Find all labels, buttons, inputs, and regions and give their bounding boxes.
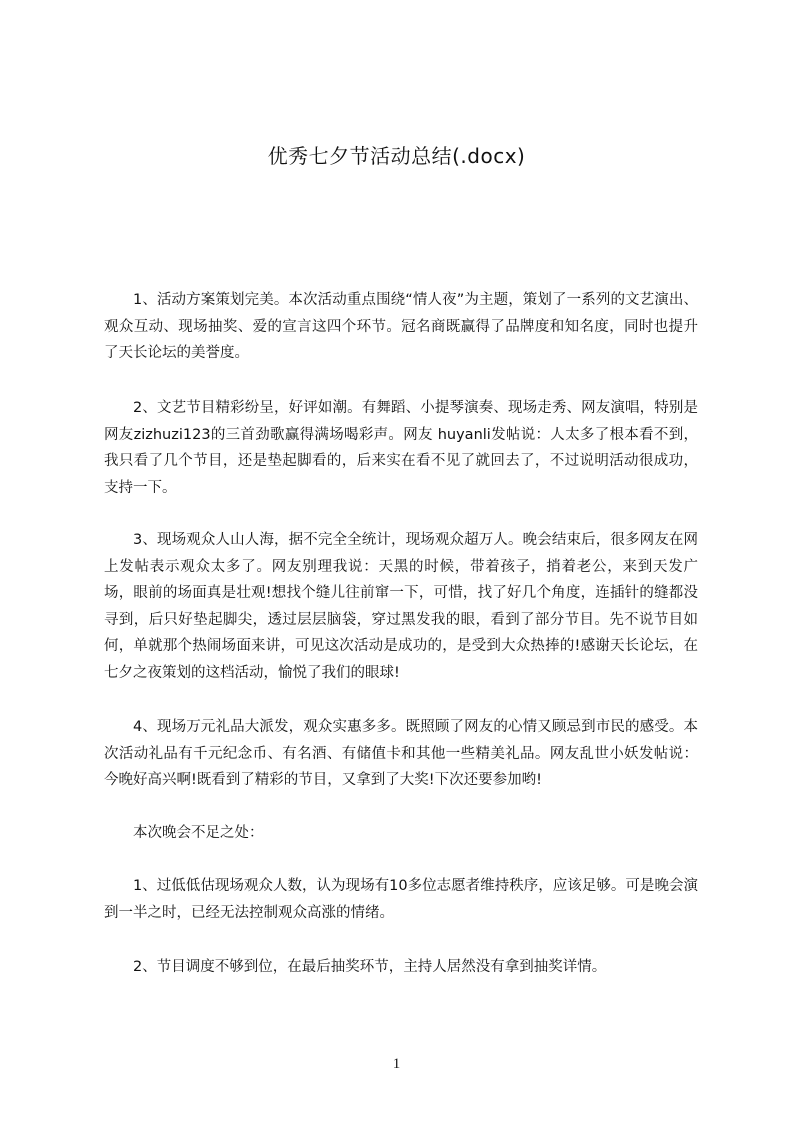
- paragraph-shortcoming-1: 1、过低低估现场观众人数，认为现场有10多位志愿者维持秩序，应该足够。可是晚会演到一半之时，已经无法控制观众高涨的情绪。: [104, 878, 698, 921]
- paragraph-audience: 3、现场观众人山人海，据不完全全统计，现场观众超万人。晚会结束后，很多网友在网上发帖表示观众太多了。网友别理我说：天黑的时候，带着孩子，捎着老公，来到天发广场，眼前的场面真是壮观!想找个缝儿往前窜一下，可惜，找了好几个角度，连插针的缝都没寻到，后只好垫起脚尖，透过层层脑袋，穿过黑发我的眼，看到了部分节目。先不说节目如何，单就那个热闹场面来讲，可见这次活动是成功的，是受到大众热捧的!感谢天长论坛，在七夕之夜策划的这档活动，愉悦了我们的眼球!: [104, 532, 698, 681]
- paragraph-performances: 2、文艺节目精彩纷呈，好评如潮。有舞蹈、小提琴演奏、现场走秀、网友演唱，特别是网友zizhuzi123的三首劲歌赢得满场喝彩声。网友 huyanli发帖说：人太多了根本看不到，我只看了几个节目，还是垫起脚看的，后来实在看不见了就回去了，不过说明活动很成功，支持一下。: [104, 400, 698, 496]
- paragraph-shortcomings-heading: 本次晚会不足之处：: [133, 825, 264, 841]
- document-title: 优秀七夕节活动总结(.docx): [267, 144, 526, 168]
- paragraph-gifts: 4、现场万元礼品大派发，观众实惠多多。既照顾了网友的心情又顾忌到市民的感受。本次活动礼品有千元纪念币、有名酒、有储值卡和其他一些精美礼品。网友乱世小妖发帖说：今晚好高兴啊!既看到了精彩的节目，又拿到了大奖!下次还要参加哟!: [104, 719, 698, 788]
- paragraph-activity-plan: 1、活动方案策划完美。本次活动重点围绕“情人夜”为主题，策划了一系列的文艺演出、观众互动、现场抽奖、爱的宣言这四个环节。冠名商既赢得了品牌度和知名度，同时也提升了天长论坛的美誉度。: [104, 292, 698, 361]
- page-number: 1: [392, 1056, 401, 1072]
- paragraph-shortcoming-2: 2、节目调度不够到位，在最后抽奖环节，主持人居然没有拿到抽奖详情。: [133, 959, 607, 975]
